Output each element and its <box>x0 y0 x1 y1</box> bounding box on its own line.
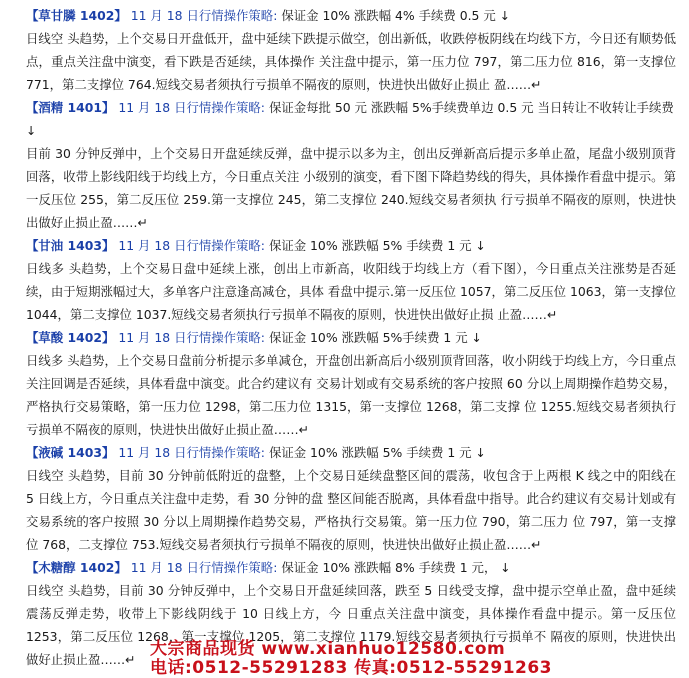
strategy-date: 11 月 18 日行情操作策略: <box>130 8 278 23</box>
section-body: 日线多 头趋势，上个交易日盘中延续上涨，创出上市新高，收阳线于均线上方（看下图），今日重点关注涨势是否延续，由于短期涨幅过大，多单客户注意逢高减仓，具体 看盘中提示.第一反压位 1057，第二反压位 1063，第一支撑位 1044，第二支撑位 1037.短线交易者须执行亏损单不隔夜的原则，快进快出做好止损 止盈……↵ <box>26 261 676 322</box>
trading-terms: 保证金 10% 涨跌幅 5% 手续费 1 元 ↓ <box>268 238 486 253</box>
section-body: 日线多 头趋势，上个交易日盘前分析提示多单减仓，开盘创出新高后小级别顶背回落，收小阴线于均线上方，今日重点关注回调是否延续，具体看盘中演变。此合约建议有 交易计划或有交易系统的客户按照 60 分以上周期操作趋势交易，严格执行交易策略，第一压力位 1298，第二压力位 1315，第一支撑位 1268，第二支撑 位 1255.短线交易者须执行亏损单不隔夜的原则，快进快出做好止损止盈……↵ <box>26 353 676 437</box>
strategy-date: 11 月 18 日行情操作策略: <box>118 330 265 345</box>
strategy-date: 11 月 18 日行情操作策略: <box>118 445 265 460</box>
section-heading: 【草酸 1402】 11 月 18 日行情操作策略: 保证金 10% 涨跌幅 5%手续费 1 元 ↓ <box>26 330 482 345</box>
product-name: 木糖醇 1402 <box>38 560 115 575</box>
product-name: 酒精 1401 <box>38 100 102 115</box>
section-heading: 【酒精 1401】 11 月 18 日行情操作策略: 保证金每批 50 元 涨跌幅 5%手续费单边 0.5 元 当日转让不收转让手续费 ↓ <box>26 100 674 138</box>
section-glyphosate <box>26 4 676 96</box>
trading-terms: 保证金 10% 涨跌幅 5%手续费 1 元 ↓ <box>268 330 482 345</box>
product-name: 草酸 1402 <box>38 330 102 345</box>
trading-terms: 保证金每批 50 元 涨跌幅 5%手续费单边 0.5 元 当日转让不收转让手续费 ↓ <box>26 100 674 138</box>
trading-terms: 保证金 10% 涨跌幅 8% 手续费 1 元， ↓ <box>281 560 511 575</box>
watermark-contact: 电话:0512-55291283 传真:0512-55291263 <box>150 658 553 678</box>
section-glycerin <box>26 234 676 326</box>
strategy-date: 11 月 18 日行情操作策略: <box>130 560 278 575</box>
product-name: 草甘膦 1402 <box>38 8 115 23</box>
section-heading: 【木糖醇 1402】 11 月 18 日行情操作策略: 保证金 10% 涨跌幅 8% 手续费 1 元， ↓ <box>26 560 511 575</box>
section-body: 日线空 头趋势，上个交易日开盘低开，盘中延续下跌提示做空，创出新低，收跌停板阴线在均线下方，今日还有顺势低点，重点关注盘中演变，看下跌是否延续，具体操作 关注盘中提示，第一压力位 797，第二压力位 816，第一支撑位 771，第二支撑位 764.短线交易者须执行亏损单不隔夜的原则，快进快出做好止损止 盈……↵ <box>26 31 676 92</box>
section-caustic-soda <box>26 441 676 556</box>
product-name: 甘油 1403 <box>38 238 102 253</box>
section-heading: 【液碱 1403】 11 月 18 日行情操作策略: 保证金 10% 涨跌幅 5% 手续费 1 元 ↓ <box>26 445 486 460</box>
section-body: 日线空 头趋势，目前 30 分钟前低附近的盘整，上个交易日延续盘整区间的震荡，收包含于上两根 K 线之中的阳线在 5 日线上方，今日重点关注盘中走势，看 30 分钟的盘 整区间能否脱离，具体看盘中指导。此合约建议有交易计划或有交易系统的客户按照 30 分以上周期操作趋势交易，严格执行交易策。第一压力位 790，第二压力 位 797，第一支撑位 768，二支撑位 753.短线交易者须执行亏损单不隔夜的原则，快进快出做好止损止盈……↵ <box>26 468 676 552</box>
section-heading: 【草甘膦 1402】 11 月 18 日行情操作策略: 保证金 10% 涨跌幅 4% 手续费 0.5 元 ↓ <box>26 8 511 23</box>
section-oxalic-acid <box>26 326 676 441</box>
strategy-date: 11 月 18 日行情操作策略: <box>118 238 265 253</box>
section-alcohol <box>26 96 676 234</box>
product-name: 液碱 1403 <box>38 445 102 460</box>
section-body: 日线空 头趋势，目前 30 分钟反弹中，上个交易日开盘延续回落，跌至 5 日线受支撑，盘中提示空单止盈，盘中延续震荡反弹走势，收带上下影线阴线于 10 日线上方，今 日重点关注盘中演变，具体操作看盘中提示。第一反压位 1253，第二反压位 1268，第一支撑位 1205，第二支撑位 1179.短线交易者须执行亏损单不 隔夜的原则，快进快出做好止损止盈……↵ <box>26 583 676 667</box>
strategy-date: 11 月 18 日行情操作策略: <box>118 100 265 115</box>
trading-terms: 保证金 10% 涨跌幅 4% 手续费 0.5 元 ↓ <box>281 8 511 23</box>
section-heading: 【甘油 1403】 11 月 18 日行情操作策略: 保证金 10% 涨跌幅 5% 手续费 1 元 ↓ <box>26 238 486 253</box>
trading-terms: 保证金 10% 涨跌幅 5% 手续费 1 元 ↓ <box>268 445 486 460</box>
section-body: 目前 30 分钟反弹中，上个交易日开盘延续反弹，盘中提示以多为主，创出反弹新高后提示多单止盈，尾盘小级别顶背回落，收带上影线阳线于均线上方，今日重点关注 小级别的演变，看下图下降趋势线的得失，具体操作看盘中提示。第一反压位 255，第二反压位 259.第一支撑位 245，第二支撑位 240.短线交易者须执 行亏损单不隔夜的原则，快进快出做好止损止盈……↵ <box>26 146 676 230</box>
strategy-document <box>26 4 676 671</box>
watermark-website: 大宗商品现货 www.xianhuo12580.com <box>150 639 506 659</box>
